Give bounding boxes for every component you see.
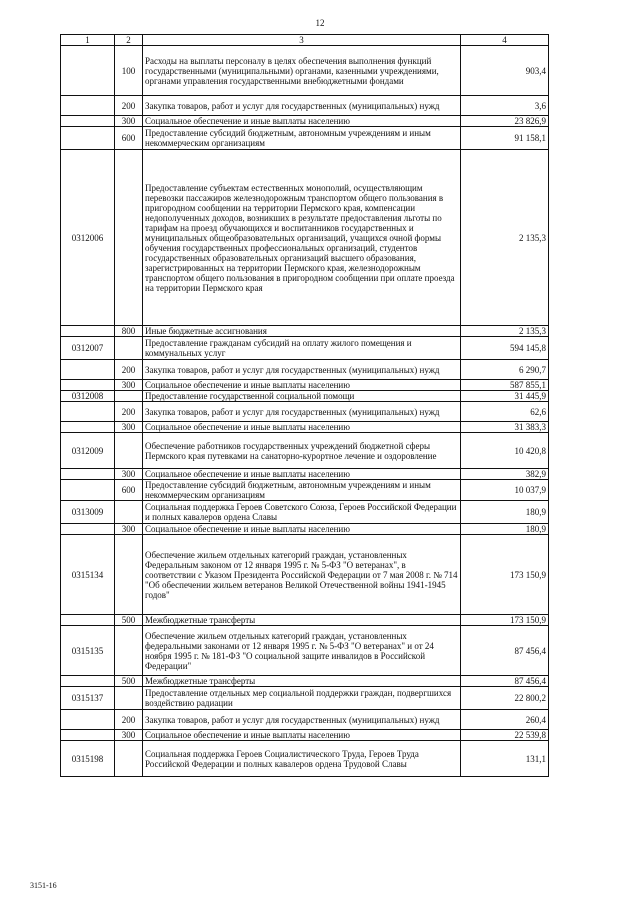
row-amount-cell: 594 145,8 (461, 337, 549, 360)
row-amount-cell: 173 150,9 (461, 535, 549, 615)
row-description-cell: Предоставление гражданам субсидий на оплату жилого помещения и коммунальных услуг (143, 337, 461, 360)
row-code-cell (61, 730, 115, 741)
row-code-cell (61, 469, 115, 480)
row-code-cell (61, 360, 115, 380)
row-amount-cell: 2 135,3 (461, 326, 549, 337)
table-row (61, 741, 549, 777)
table-row (61, 730, 549, 741)
row-amount-cell: 903,4 (461, 46, 549, 96)
row-code-cell: 0313009 (61, 501, 115, 524)
row-kvr-cell: 600 (115, 480, 143, 501)
row-description-cell: Социальная поддержка Героев Социалистического Труда, Героев Труда Российской Федерации и полных кавалеров ордена Трудовой Славы (143, 741, 461, 777)
table-row (61, 360, 549, 380)
row-amount-cell: 3,6 (461, 96, 549, 116)
table-row (61, 626, 549, 676)
row-code-cell (61, 127, 115, 150)
row-kvr-cell (115, 337, 143, 360)
row-description-cell: Социальное обеспечение и иные выплаты населению (143, 380, 461, 391)
row-code-cell (61, 326, 115, 337)
row-amount-cell: 22 800,2 (461, 687, 549, 710)
row-code-cell: 0312007 (61, 337, 115, 360)
row-code-cell: 0315137 (61, 687, 115, 710)
row-kvr-cell: 300 (115, 422, 143, 433)
row-description-cell: Предоставление субъектам естественных монополий, осуществляющим перевозки пассажиров железнодорожным транспортом общего пользования в пригородном сообщении на территории Пермского края, компенсации недополученных доходов, возникших в результате предоставления льготы по тарифам на проезд обучающихся и воспитанников государственных и муниципальных общеобразовательных организаций, учащихся очной формы обучения государственных профессиональных организаций, студентов государственных образовательных организаций высшего образования, зарегистрированных на территории Пермского края, железнодорожным транспортом общего пользования в пригородном сообщении при оплате проезда на территории Пермского края (143, 150, 461, 326)
row-code-cell (61, 96, 115, 116)
row-amount-cell: 180,9 (461, 524, 549, 535)
table-row (61, 469, 549, 480)
row-kvr-cell: 200 (115, 96, 143, 116)
page-number: 12 (315, 18, 325, 28)
row-description-cell: Расходы на выплаты персоналу в целях обеспечения выполнения функций государственными (муниципальными) органами, казенными учреждениями, органами управления государственными внебюджетными фондами (143, 46, 461, 96)
row-amount-cell: 87 456,4 (461, 626, 549, 676)
row-kvr-cell: 300 (115, 730, 143, 741)
table-row (61, 150, 549, 326)
table-row (61, 710, 549, 730)
header-col-4: 4 (461, 35, 549, 46)
row-description-cell: Межбюджетные трансферты (143, 615, 461, 626)
row-amount-cell: 2 135,3 (461, 150, 549, 326)
row-description-cell: Закупка товаров, работ и услуг для государственных (муниципальных) нужд (143, 360, 461, 380)
row-code-cell (61, 116, 115, 127)
row-description-cell: Социальное обеспечение и иные выплаты населению (143, 422, 461, 433)
row-description-cell: Социальное обеспечение и иные выплаты населению (143, 730, 461, 741)
row-kvr-cell: 200 (115, 360, 143, 380)
row-code-cell: 0312008 (61, 391, 115, 402)
table-row (61, 402, 549, 422)
row-description-cell: Обеспечение жильем отдельных категорий граждан, установленных Федеральным законом от 12 января 1995 г. № 5-ФЗ "О ветеранах", в соответствии с Указом Президента Российской Федерации от 7 мая 2008 г. № 714 "Об обеспечении жильем ветеранов Великой Отечественной войны 1941-1945 годов" (143, 535, 461, 615)
row-code-cell: 0312009 (61, 433, 115, 469)
row-code-cell: 0315198 (61, 741, 115, 777)
row-amount-cell: 587 855,1 (461, 380, 549, 391)
row-amount-cell: 31 445,9 (461, 391, 549, 402)
header-col-2: 2 (115, 35, 143, 46)
row-code-cell (61, 380, 115, 391)
table-row (61, 676, 549, 687)
table-row (61, 615, 549, 626)
row-amount-cell: 62,6 (461, 402, 549, 422)
row-amount-cell: 173 150,9 (461, 615, 549, 626)
row-kvr-cell (115, 501, 143, 524)
row-description-cell: Предоставление субсидий бюджетным, автономным учреждениям и иным некоммерческим организациям (143, 480, 461, 501)
table-row (61, 687, 549, 710)
row-kvr-cell: 600 (115, 127, 143, 150)
table-row (61, 96, 549, 116)
row-description-cell: Социальная поддержка Героев Советского Союза, Героев Российской Федерации и полных кавалеров ордена Славы (143, 501, 461, 524)
row-description-cell: Предоставление субсидий бюджетным, автономным учреждениям и иным некоммерческим организациям (143, 127, 461, 150)
row-description-cell: Закупка товаров, работ и услуг для государственных (муниципальных) нужд (143, 710, 461, 730)
table-row (61, 46, 549, 96)
row-code-cell (61, 402, 115, 422)
row-kvr-cell (115, 741, 143, 777)
row-amount-cell: 131,1 (461, 741, 549, 777)
row-amount-cell: 382,9 (461, 469, 549, 480)
row-description-cell: Межбюджетные трансферты (143, 676, 461, 687)
row-kvr-cell: 300 (115, 380, 143, 391)
table-row (61, 127, 549, 150)
row-code-cell (61, 615, 115, 626)
row-kvr-cell (115, 535, 143, 615)
row-description-cell: Социальное обеспечение и иные выплаты населению (143, 116, 461, 127)
budget-table (60, 34, 549, 777)
row-description-cell: Предоставление государственной социальной помощи (143, 391, 461, 402)
row-description-cell: Социальное обеспечение и иные выплаты населению (143, 469, 461, 480)
row-description-cell: Социальное обеспечение и иные выплаты населению (143, 524, 461, 535)
row-kvr-cell: 100 (115, 46, 143, 96)
footer-document-code: 3151-16 (30, 881, 57, 890)
row-amount-cell: 10 037,9 (461, 480, 549, 501)
row-amount-cell: 260,4 (461, 710, 549, 730)
row-kvr-cell (115, 433, 143, 469)
table-header-row (61, 35, 549, 46)
row-amount-cell: 87 456,4 (461, 676, 549, 687)
row-kvr-cell: 300 (115, 524, 143, 535)
row-kvr-cell (115, 626, 143, 676)
table-row (61, 480, 549, 501)
row-amount-cell: 23 826,9 (461, 116, 549, 127)
row-description-cell: Обеспечение жильем отдельных категорий граждан, установленных федеральными законами от 12 января 1995 г. № 5-ФЗ "О ветеранах" и от 24 ноября 1995 г. № 181-ФЗ "О социальной защите инвалидов в Российской Федерации" (143, 626, 461, 676)
table-row (61, 433, 549, 469)
row-description-cell: Закупка товаров, работ и услуг для государственных (муниципальных) нужд (143, 96, 461, 116)
row-amount-cell: 10 420,8 (461, 433, 549, 469)
row-code-cell: 0315134 (61, 535, 115, 615)
row-code-cell (61, 46, 115, 96)
row-description-cell: Иные бюджетные ассигнования (143, 326, 461, 337)
header-col-1: 1 (61, 35, 115, 46)
table-row (61, 116, 549, 127)
row-code-cell (61, 524, 115, 535)
row-description-cell: Предоставление отдельных мер социальной поддержки граждан, подвергшихся воздействию радиации (143, 687, 461, 710)
table-row (61, 326, 549, 337)
row-amount-cell: 6 290,7 (461, 360, 549, 380)
row-kvr-cell: 200 (115, 402, 143, 422)
row-kvr-cell: 200 (115, 710, 143, 730)
table-row (61, 391, 549, 402)
row-code-cell (61, 676, 115, 687)
row-kvr-cell: 500 (115, 615, 143, 626)
table-row (61, 337, 549, 360)
table-row (61, 380, 549, 391)
row-amount-cell: 91 158,1 (461, 127, 549, 150)
row-kvr-cell: 300 (115, 116, 143, 127)
row-kvr-cell: 300 (115, 469, 143, 480)
row-code-cell (61, 710, 115, 730)
row-code-cell (61, 480, 115, 501)
header-col-3: 3 (143, 35, 461, 46)
row-description-cell: Обеспечение работников государственных учреждений бюджетной сферы Пермского края путевками на санаторно-курортное лечение и оздоровление (143, 433, 461, 469)
table-row (61, 524, 549, 535)
row-kvr-cell: 800 (115, 326, 143, 337)
row-kvr-cell: 500 (115, 676, 143, 687)
table-row (61, 501, 549, 524)
row-kvr-cell (115, 150, 143, 326)
row-kvr-cell (115, 687, 143, 710)
row-code-cell (61, 422, 115, 433)
row-amount-cell: 31 383,3 (461, 422, 549, 433)
table-row (61, 422, 549, 433)
row-amount-cell: 180,9 (461, 501, 549, 524)
row-kvr-cell (115, 391, 143, 402)
row-code-cell: 0312006 (61, 150, 115, 326)
table-row (61, 535, 549, 615)
row-code-cell: 0315135 (61, 626, 115, 676)
row-amount-cell: 22 539,8 (461, 730, 549, 741)
row-description-cell: Закупка товаров, работ и услуг для государственных (муниципальных) нужд (143, 402, 461, 422)
